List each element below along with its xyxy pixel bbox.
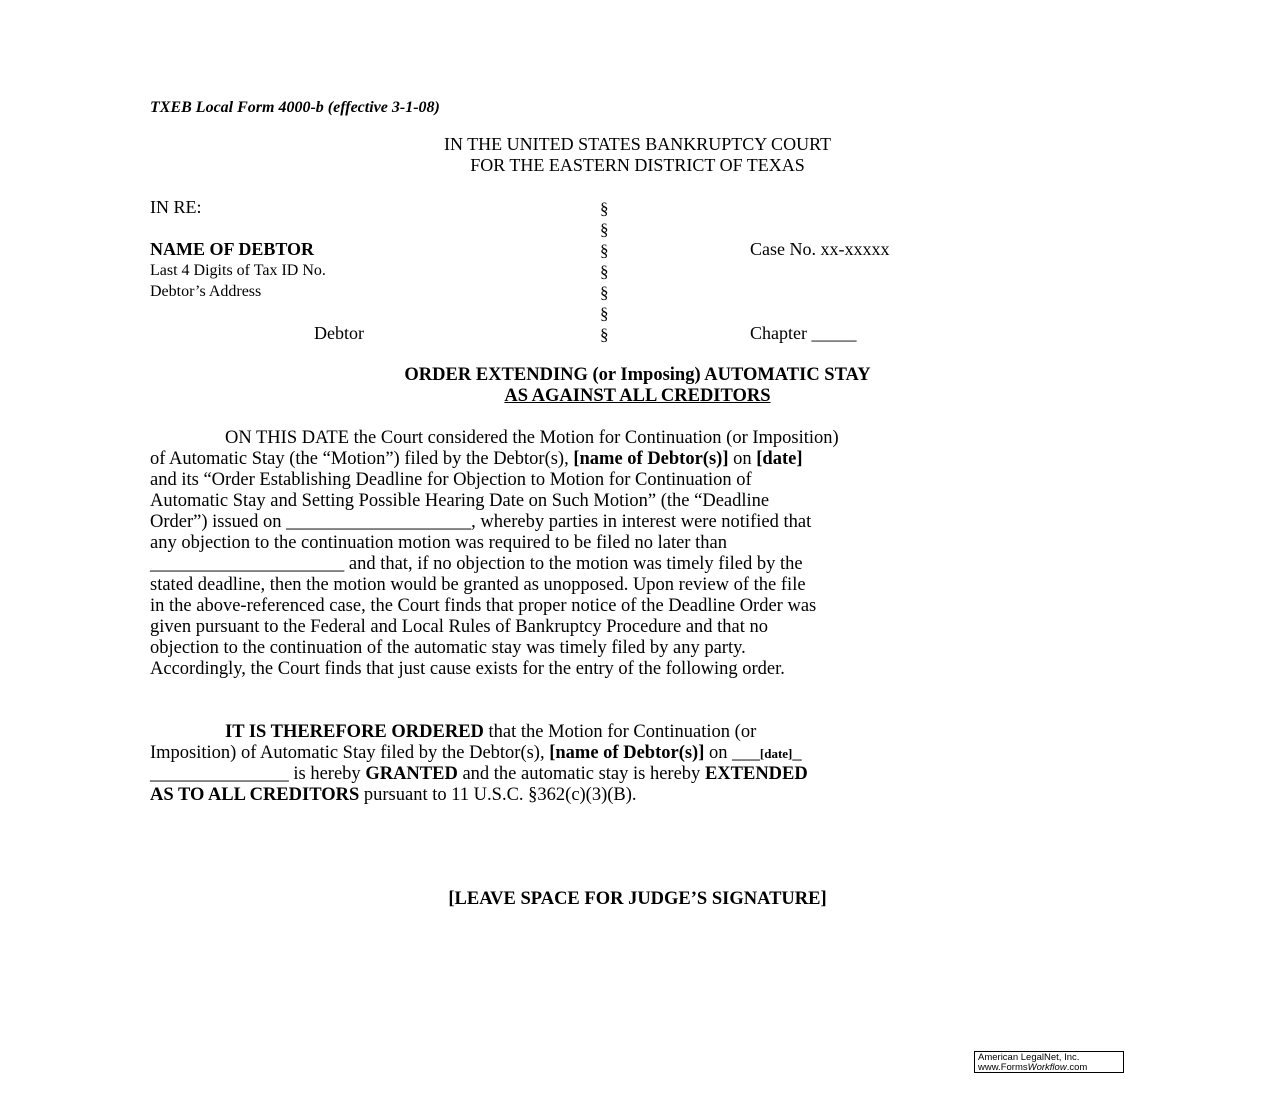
case-number: Case No. xx-xxxxx <box>750 239 890 259</box>
paragraph-line <box>150 785 1125 806</box>
creditors-phrase: AS TO ALL CREDITORS <box>150 785 360 805</box>
findings-paragraph <box>150 428 1125 680</box>
tax-id-label: Last 4 Digits of Tax ID No. <box>150 262 326 279</box>
section-symbol: § <box>600 304 609 323</box>
publisher-url <box>978 1063 1120 1073</box>
publisher-stamp <box>974 1051 1124 1073</box>
date-placeholder: [date] <box>759 746 793 761</box>
form-identifier: TXEB Local Form 4000-b (effective 3-1-08) <box>150 99 440 116</box>
publisher-name: American LegalNet, Inc. <box>978 1052 1080 1063</box>
order-subtitle-text: AS AGAINST ALL CREDITORS <box>504 386 771 406</box>
date-placeholder: [date] <box>756 449 803 469</box>
ordered-phrase: IT IS THEREFORE ORDERED <box>225 722 484 742</box>
order-title: ORDER EXTENDING (or Imposing) AUTOMATIC STAY <box>404 365 871 385</box>
paragraph-line: and its “Order Establishing Deadline for Objection to Motion for Continuation of <box>150 470 752 490</box>
section-symbol: § <box>600 199 609 218</box>
text: Workflow <box>1027 1062 1067 1073</box>
section-symbol: § <box>600 283 609 302</box>
text: and the automatic stay is hereby <box>457 764 705 784</box>
text: www.Forms <box>978 1062 1028 1073</box>
section-symbol: § <box>600 325 609 344</box>
order-paragraph <box>150 722 1125 806</box>
text: _ <box>792 743 802 763</box>
text: on <box>728 449 757 469</box>
paragraph-line: any objection to the continuation motion was required to be filed no later than <box>150 533 727 553</box>
section-symbol: § <box>600 220 609 239</box>
order-subtitle <box>0 386 1275 407</box>
text: that the Motion for Continuation (or <box>483 722 757 742</box>
text: _______________ is hereby <box>150 764 366 784</box>
paragraph-line <box>150 743 1125 764</box>
text: on ___ <box>704 743 760 763</box>
court-name: IN THE UNITED STATES BANKRUPTCY COURT <box>444 134 831 154</box>
paragraph-line <box>150 764 1125 785</box>
granted-phrase: GRANTED <box>365 764 458 784</box>
paragraph-line: Order”) issued on ____________________, whereby parties in interest were notified that <box>150 512 812 532</box>
paragraph-line: given pursuant to the Federal and Local Rules of Bankruptcy Procedure and that no <box>150 617 769 637</box>
debtor-name-placeholder: [name of Debtor(s)] <box>573 449 729 469</box>
section-symbol: § <box>600 262 609 281</box>
paragraph-line <box>150 722 1125 743</box>
section-symbol: § <box>600 241 609 260</box>
signature-placeholder: [LEAVE SPACE FOR JUDGE’S SIGNATURE] <box>448 889 827 909</box>
debtor-name: NAME OF DEBTOR <box>150 239 315 259</box>
text: of Automatic Stay (the “Motion”) filed by the Debtor(s), <box>150 449 574 469</box>
paragraph-line: Automatic Stay and Setting Possible Hearing Date on Such Motion” (the “Deadline <box>150 491 770 511</box>
debtor-label: Debtor <box>314 323 364 343</box>
paragraph-line: _____________________ and that, if no objection to the motion was timely filed by the <box>150 554 803 574</box>
debtor-address: Debtor’s Address <box>150 283 262 300</box>
text: pursuant to 11 U.S.C. §362(c)(3)(B). <box>359 785 637 805</box>
text: Imposition) of Automatic Stay filed by the Debtor(s), <box>150 743 550 763</box>
debtor-name-placeholder: [name of Debtor(s)] <box>549 743 705 763</box>
paragraph-line: objection to the continuation of the automatic stay was timely filed by any party. <box>150 638 746 658</box>
paragraph-line: stated deadline, then the motion would be granted as unopposed. Upon review of the file <box>150 575 806 595</box>
court-district: FOR THE EASTERN DISTRICT OF TEXAS <box>470 155 805 175</box>
paragraph-line: ON THIS DATE the Court considered the Motion for Continuation (or Imposition) <box>225 428 839 448</box>
paragraph-line: in the above-referenced case, the Court finds that proper notice of the Deadline Order was <box>150 596 817 616</box>
paragraph-line <box>150 449 1125 470</box>
text: .com <box>1066 1062 1088 1073</box>
in-re-label: IN RE: <box>150 197 202 217</box>
extended-phrase: EXTENDED <box>704 764 808 784</box>
paragraph-line: Accordingly, the Court finds that just cause exists for the entry of the following order. <box>150 659 785 679</box>
chapter-field: Chapter _____ <box>750 323 857 343</box>
